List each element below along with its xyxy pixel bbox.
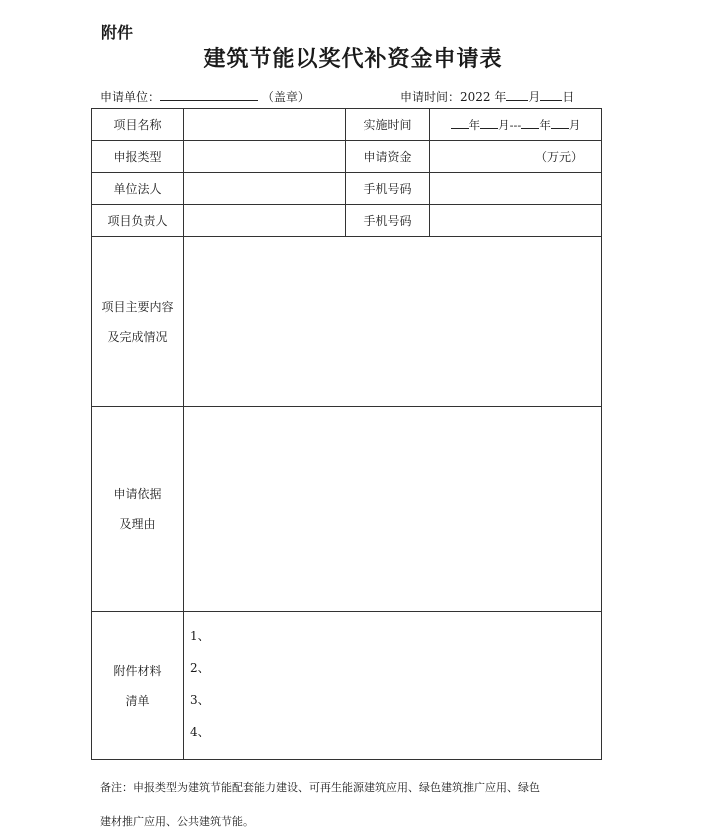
applicant-blank[interactable]	[160, 88, 258, 101]
footnote	[100, 771, 600, 839]
end-year-label: 年	[539, 117, 551, 132]
applicant-row	[100, 88, 310, 105]
application-form-table	[91, 108, 602, 760]
table-row	[92, 141, 602, 173]
table-row	[92, 407, 602, 612]
apply-month-label: 月	[528, 90, 541, 104]
seal-note: （盖章）	[261, 90, 310, 104]
end-year-blank[interactable]	[521, 117, 539, 129]
start-year-blank[interactable]	[451, 117, 469, 129]
content-label-line1: 项目主要内容	[101, 299, 174, 314]
apply-day-label: 日	[562, 90, 575, 104]
end-month-blank[interactable]	[551, 117, 569, 129]
content-label-line2: 及完成情况	[107, 329, 168, 344]
phone-field-1[interactable]	[430, 173, 602, 205]
table-row	[92, 109, 602, 141]
basis-label-line1: 申请依据	[113, 487, 162, 501]
project-lead-field[interactable]	[184, 205, 346, 237]
attach-list-label-line2: 清单	[125, 693, 150, 708]
project-name-field[interactable]	[184, 109, 346, 141]
start-year-label: 年	[468, 117, 481, 132]
table-row	[92, 173, 602, 205]
table-row	[92, 237, 602, 407]
end-month-label: 月	[568, 117, 581, 132]
basis-field[interactable]	[184, 407, 602, 612]
project-name-label: 项目名称	[92, 109, 184, 141]
project-lead-label: 项目负责人	[92, 205, 184, 237]
declare-type-label: 申报类型	[92, 141, 184, 173]
footnote-line-2: 建材推广应用、公共建筑节能。	[100, 815, 254, 828]
apply-day-blank[interactable]	[540, 88, 562, 101]
basis-label	[92, 407, 184, 612]
legal-rep-label: 单位法人	[92, 173, 184, 205]
phone-label-1: 手机号码	[346, 173, 430, 205]
start-month-label: 月---	[498, 117, 522, 132]
applicant-label: 申请单位：	[100, 90, 161, 104]
table-row	[92, 612, 602, 760]
page-title: 建筑节能以奖代补资金申请表	[203, 47, 503, 72]
apply-funds-label: 申请资金	[346, 141, 430, 173]
content-field[interactable]	[184, 237, 602, 407]
phone-label-2: 手机号码	[346, 205, 430, 237]
table-row	[92, 205, 602, 237]
attach-list-label-line1: 附件材料	[113, 663, 162, 678]
footnote-line-1: 备注：申报类型为建筑节能配套能力建设、可再生能源建筑应用、绿色建筑推广应用、绿色	[100, 781, 540, 794]
list-item: 1、	[190, 629, 210, 643]
phone-field-2[interactable]	[430, 205, 602, 237]
implementation-time-field[interactable]	[430, 109, 602, 141]
apply-funds-field[interactable]	[430, 141, 602, 173]
attachment-label: 附件	[101, 23, 134, 42]
basis-label-line2: 及理由	[119, 517, 156, 531]
apply-month-blank[interactable]	[506, 88, 528, 101]
apply-time-row	[400, 88, 574, 105]
attach-list-field[interactable]	[184, 612, 602, 760]
list-item: 4、	[190, 725, 210, 739]
funds-unit: （万元）	[534, 150, 583, 164]
implementation-time-label: 实施时间	[346, 109, 430, 141]
declare-type-field[interactable]	[184, 141, 346, 173]
attach-list-label	[92, 612, 184, 760]
content-label	[92, 237, 184, 407]
list-item: 2、	[190, 661, 210, 675]
start-month-blank[interactable]	[480, 117, 498, 129]
apply-time-label: 申请时间：2022 年	[400, 90, 507, 104]
legal-rep-field[interactable]	[184, 173, 346, 205]
list-item: 3、	[190, 693, 210, 707]
